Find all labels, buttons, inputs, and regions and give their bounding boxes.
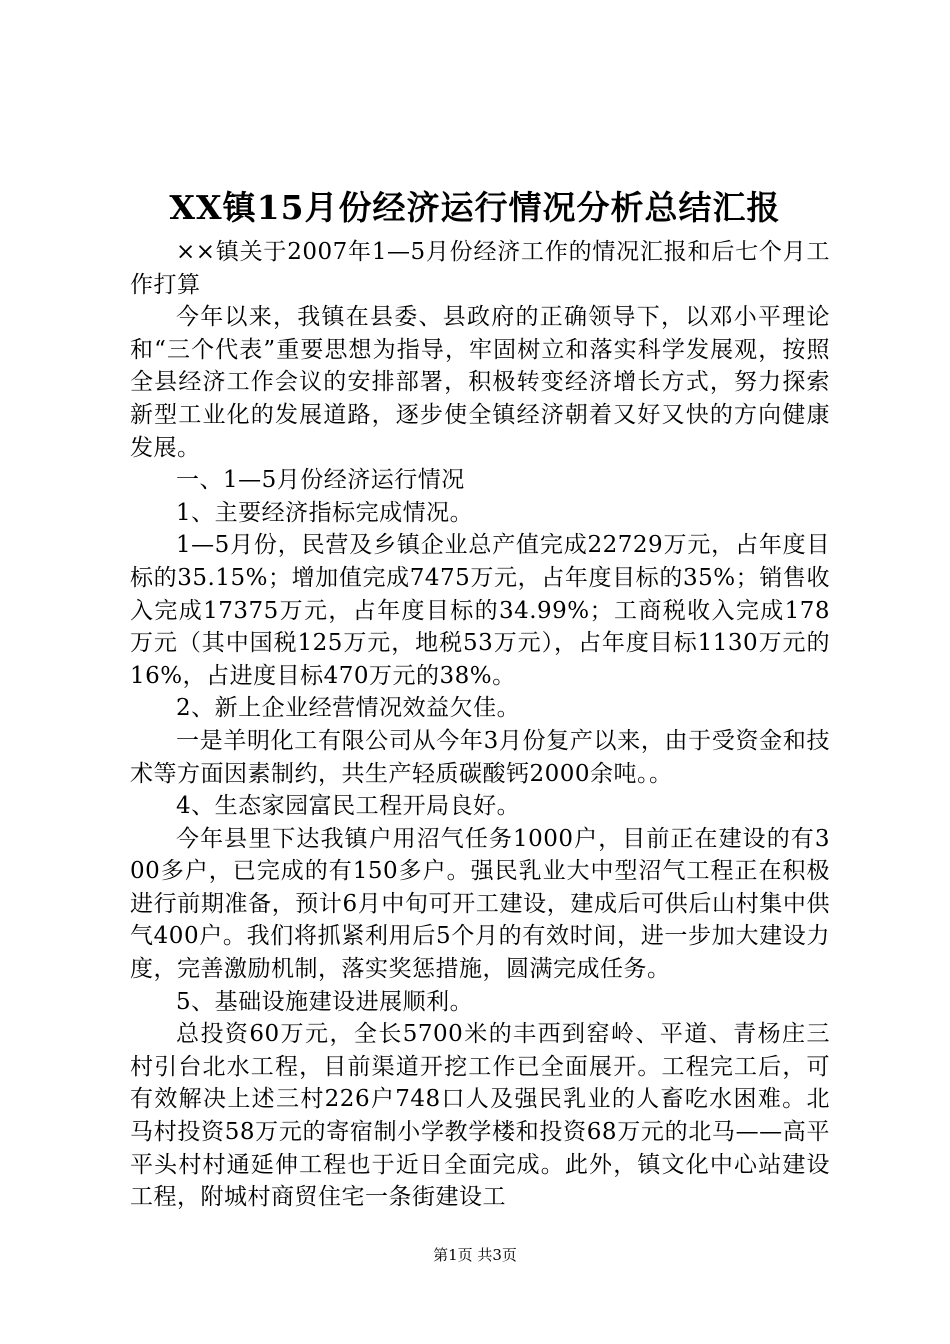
subheading-1: 1、主要经济指标完成情况。: [176, 499, 474, 526]
section-heading-1: 一、1—5月份经济运行情况: [176, 467, 465, 494]
paragraph-biogas: 今年县里下达我镇户用沼气任务1000户，目前正在建设的有300多户，已完成的有150多户。强民乳业大中型沼气工程正在积极进行前期准备，预计6月中旬可开工建设，建成后可供后山村集中供气400户。我们将抓紧利用后5个月的有效时间，进一步加大建设力度，完善激励机制，落实奖惩措施，圆满完成任务。: [130, 825, 830, 983]
document-body: [130, 236, 830, 1214]
subheading-2: 2、新上企业经营情况效益欠佳。: [176, 695, 521, 722]
subheading-5: 5、基础设施建设进展顺利。: [176, 988, 474, 1015]
page-footer: 第1页 共3页: [433, 1246, 517, 1264]
subheading-4: 4、生态家园富民工程开局良好。: [176, 793, 521, 820]
document-title: XX镇15月份经济运行情况分析总结汇报: [169, 188, 781, 227]
paragraph-indicators: 1—5月份，民营及乡镇企业总产值完成22729万元，占年度目标的35.15%；增加值完成7475万元，占年度目标的35%；销售收入完成17375万元，占年度目标的34.99%；工商税收入完成178万元（其中国税125万元，地税53万元），占年度目标1130万元的16%，占进度目标470万元的38%。: [130, 532, 830, 689]
paragraph-enterprise: 一是羊明化工有限公司从今年3月份复产以来，由于受资金和技术等方面因素制约，共生产轻质碳酸钙2000余吨。。: [130, 727, 830, 787]
paragraph-subtitle: ××镇关于2007年1—5月份经济工作的情况汇报和后七个月工作打算: [130, 239, 830, 298]
paragraph-infrastructure: 总投资60万元，全长5700米的丰西到窑岭、平道、青杨庄三村引台北水工程，目前渠道开挖工作已全面展开。工程完工后，可有效解决上述三村226户748口人及强民乳业的人畜吃水困难。北马村投资58万元的寄宿制小学教学楼和投资68万元的北马——高平平头村村通延伸工程也于近日全面完成。此外，镇文化中心站建设工程，附城村商贸住宅一条街建设工: [130, 1021, 830, 1211]
paragraph-intro: 今年以来，我镇在县委、县政府的正确领导下，以邓小平理论和“三个代表”重要思想为指导，牢固树立和落实科学发展观，按照全县经济工作会议的安排部署，积极转变经济增长方式，努力探索新型工业化的发展道路，逐步使全镇经济朝着又好又快的方向健康发展。: [130, 304, 830, 461]
